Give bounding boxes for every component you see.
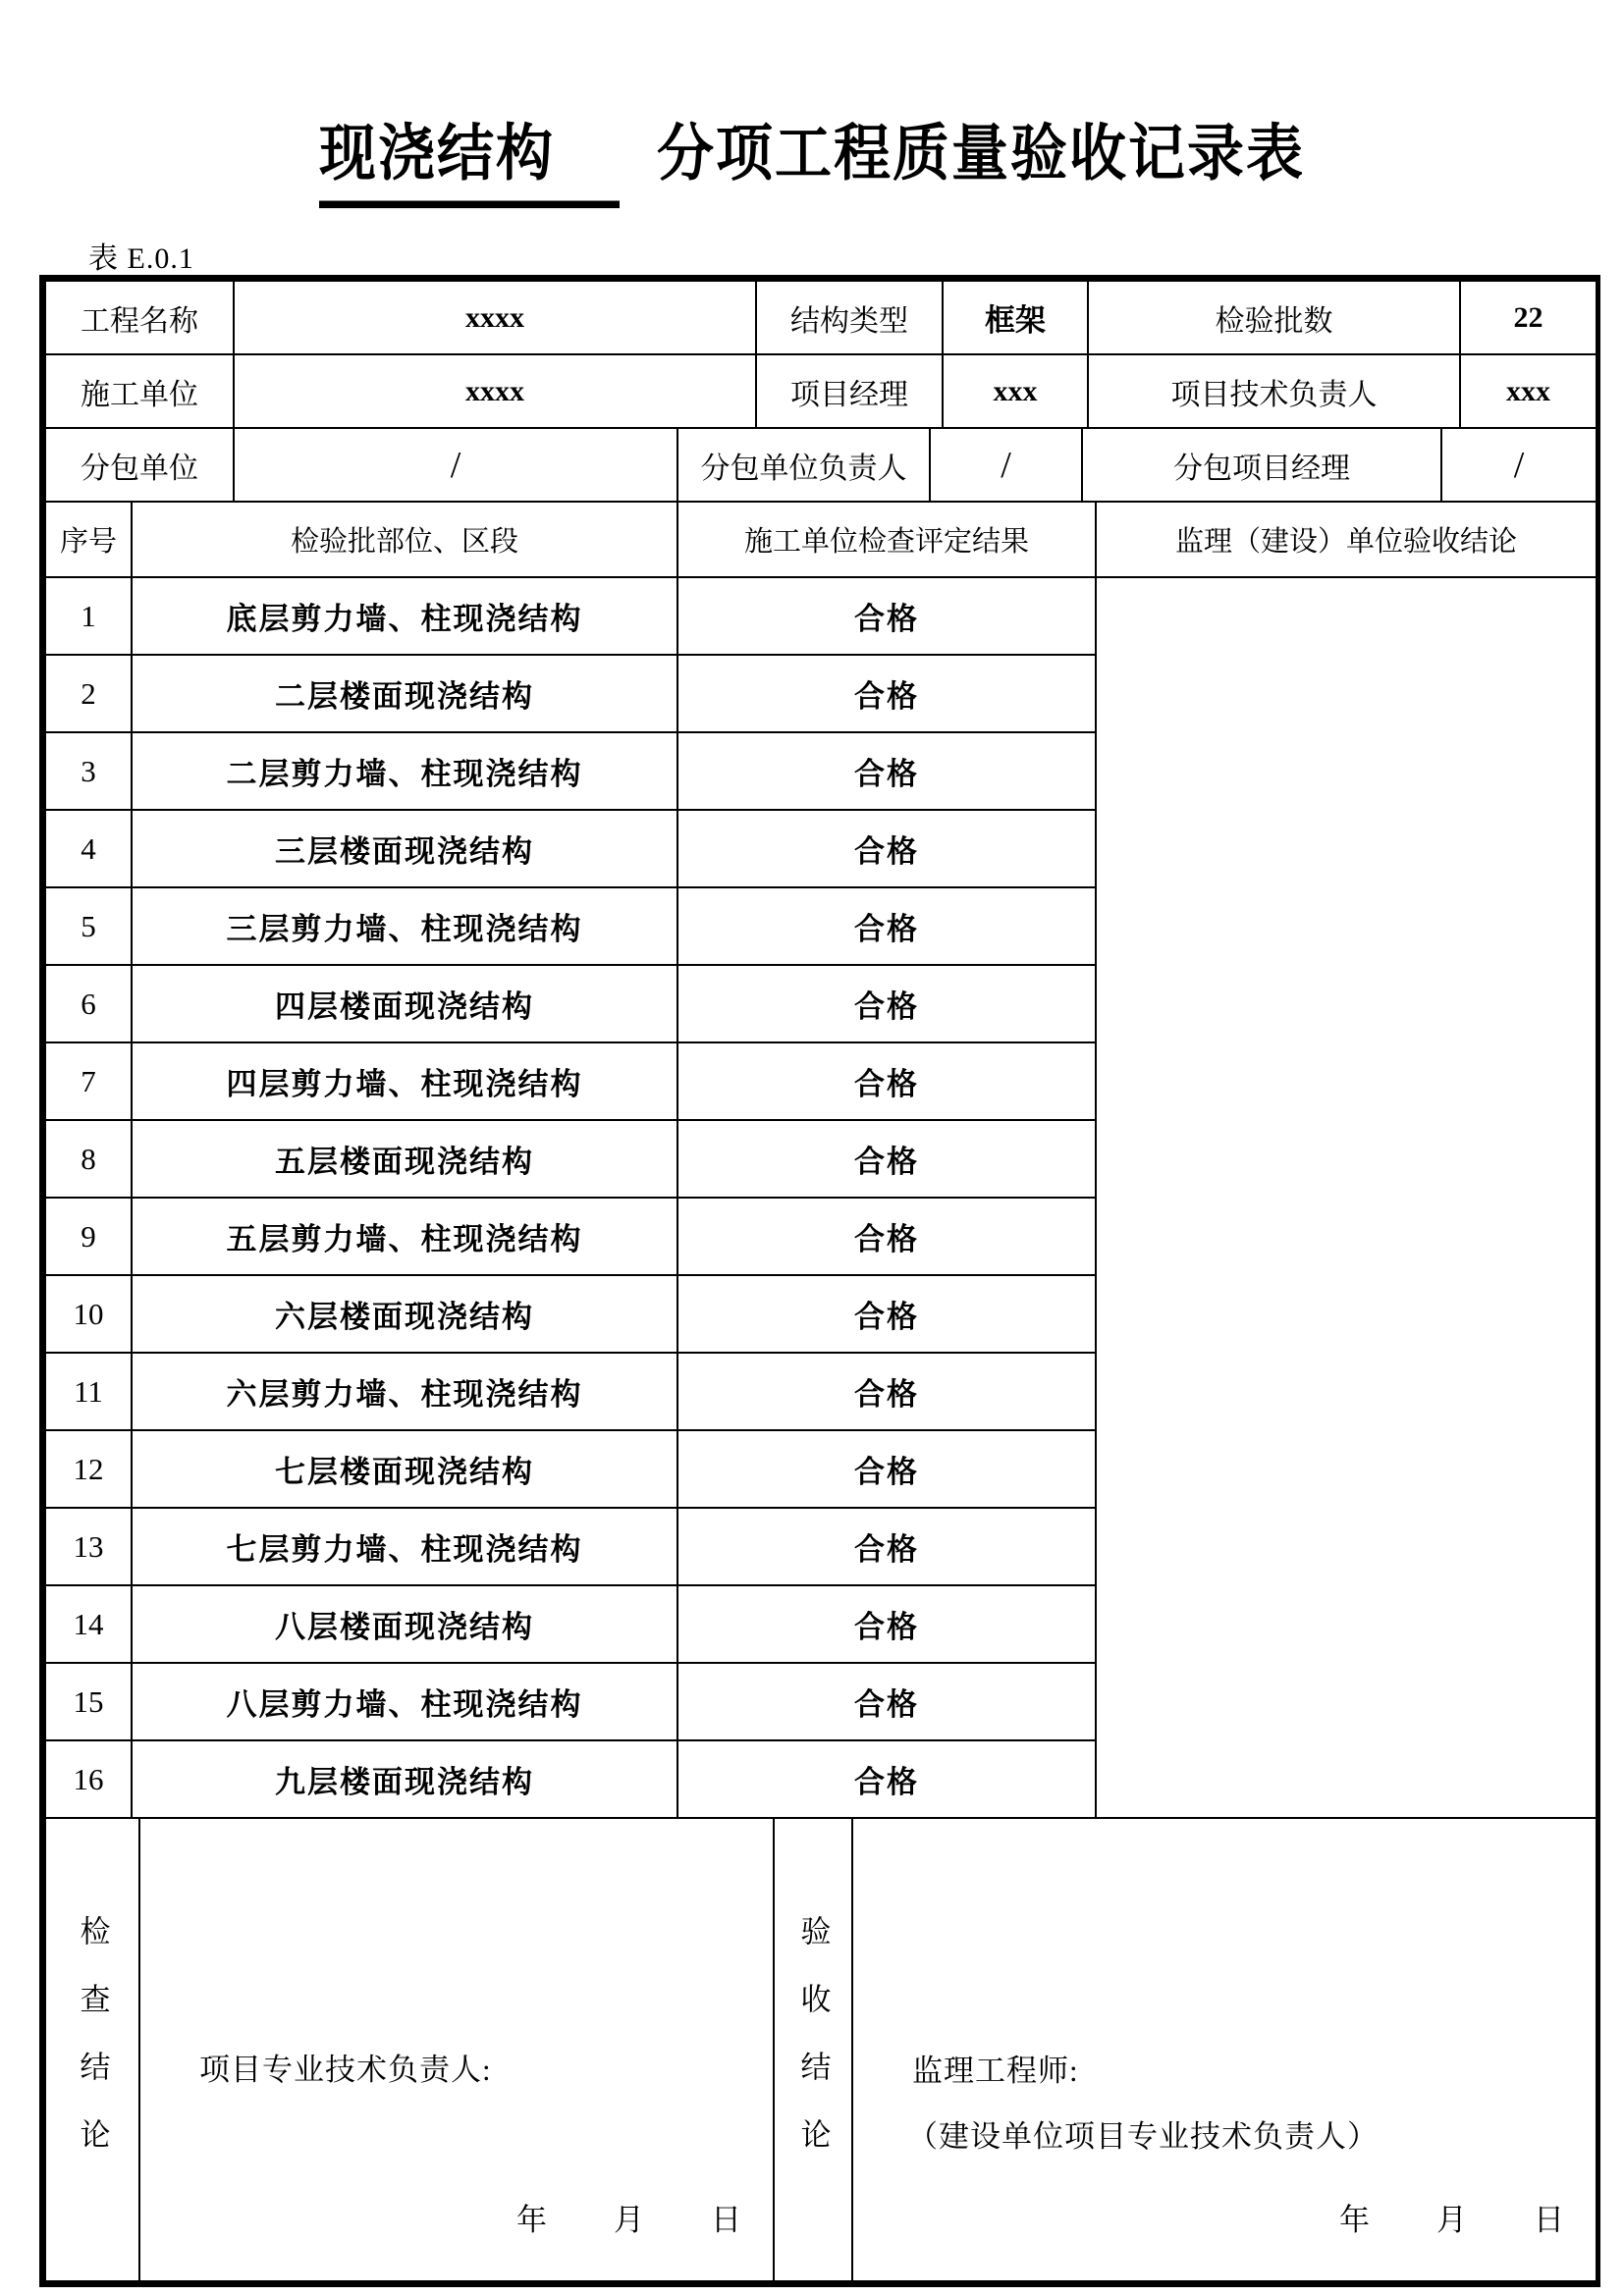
col-header-contractor-result: 施工单位检查评定结果 xyxy=(677,502,1096,577)
result-cell: 合格 xyxy=(677,655,1096,732)
result-cell: 合格 xyxy=(677,1585,1096,1663)
batch-list-table xyxy=(44,501,1597,1819)
result-cell: 合格 xyxy=(677,1430,1096,1508)
structure-type-label: 结构类型 xyxy=(756,281,943,354)
row-number-cell: 10 xyxy=(45,1275,132,1353)
project-name-label: 工程名称 xyxy=(45,281,234,354)
col-header-supervisor-conclusion: 监理（建设）单位验收结论 xyxy=(1096,502,1597,577)
row-number-cell: 9 xyxy=(45,1198,132,1275)
location-cell: 二层楼面现浇结构 xyxy=(132,655,677,732)
info-table-subcontract xyxy=(44,427,1597,503)
list-header-row xyxy=(45,502,1597,577)
subcontractor-label: 分包单位 xyxy=(45,428,234,502)
result-cell: 合格 xyxy=(677,1120,1096,1198)
accept-date-line: 年 月 日 xyxy=(1339,2203,1566,2237)
conclusion-row xyxy=(45,1818,1597,2281)
location-cell: 三层楼面现浇结构 xyxy=(132,810,677,887)
accept-signer-note: （建设单位项目专业技术负责人） xyxy=(907,2119,1379,2154)
location-cell: 底层剪力墙、柱现浇结构 xyxy=(132,577,677,655)
row-number-cell: 8 xyxy=(45,1120,132,1198)
batch-count-value: 22 xyxy=(1460,281,1597,354)
tech-director-label: 项目技术负责人 xyxy=(1088,354,1460,428)
row-number-cell: 7 xyxy=(45,1042,132,1120)
location-cell: 九层楼面现浇结构 xyxy=(132,1740,677,1818)
location-cell: 四层楼面现浇结构 xyxy=(132,965,677,1042)
table-row xyxy=(45,577,1597,655)
location-cell: 七层楼面现浇结构 xyxy=(132,1430,677,1508)
row-number-cell: 11 xyxy=(45,1353,132,1430)
conclusion-table xyxy=(44,1817,1597,2282)
page-title xyxy=(0,119,1624,188)
title-rest-part: 分项工程质量验收记录表 xyxy=(657,119,1306,188)
col-header-location: 检验批部位、区段 xyxy=(132,502,677,577)
result-cell: 合格 xyxy=(677,965,1096,1042)
project-manager-value: xxx xyxy=(943,354,1088,428)
result-cell: 合格 xyxy=(677,1663,1096,1740)
subcontract-pm-value: / xyxy=(1441,428,1597,502)
row-number-cell: 4 xyxy=(45,810,132,887)
subcontractor-head-value: / xyxy=(930,428,1082,502)
location-cell: 三层剪力墙、柱现浇结构 xyxy=(132,887,677,965)
result-cell: 合格 xyxy=(677,810,1096,887)
subcontractor-value: / xyxy=(234,428,677,502)
project-name-value: xxxx xyxy=(234,281,756,354)
record-table xyxy=(39,275,1600,2287)
result-cell: 合格 xyxy=(677,577,1096,655)
result-cell: 合格 xyxy=(677,1740,1096,1818)
row-number-cell: 5 xyxy=(45,887,132,965)
supervisor-conclusion-cell xyxy=(1096,577,1597,1818)
title-underlined-part: 现浇结构 xyxy=(319,119,620,208)
result-cell: 合格 xyxy=(677,1275,1096,1353)
check-conclusion-label-cell xyxy=(45,1818,139,2281)
location-cell: 六层楼面现浇结构 xyxy=(132,1275,677,1353)
info-row-project xyxy=(45,281,1597,354)
batch-count-label: 检验批数 xyxy=(1088,281,1460,354)
row-number-cell: 1 xyxy=(45,577,132,655)
check-conclusion-label: 检查结论 xyxy=(75,1915,110,2186)
result-cell: 合格 xyxy=(677,1508,1096,1585)
accept-conclusion-label-cell xyxy=(774,1818,852,2281)
info-row-subcontractor xyxy=(45,428,1597,502)
result-cell: 合格 xyxy=(677,1042,1096,1120)
info-row-contractor xyxy=(45,354,1597,428)
location-cell: 八层楼面现浇结构 xyxy=(132,1585,677,1663)
result-cell: 合格 xyxy=(677,887,1096,965)
structure-type-value: 框架 xyxy=(943,281,1088,354)
check-date-line: 年 月 日 xyxy=(516,2203,743,2237)
result-cell: 合格 xyxy=(677,1198,1096,1275)
row-number-cell: 16 xyxy=(45,1740,132,1818)
location-cell: 四层剪力墙、柱现浇结构 xyxy=(132,1042,677,1120)
location-cell: 八层剪力墙、柱现浇结构 xyxy=(132,1663,677,1740)
contractor-label: 施工单位 xyxy=(45,354,234,428)
result-cell: 合格 xyxy=(677,1353,1096,1430)
row-number-cell: 14 xyxy=(45,1585,132,1663)
location-cell: 七层剪力墙、柱现浇结构 xyxy=(132,1508,677,1585)
accept-signer-label: 监理工程师: xyxy=(912,2054,1079,2088)
table-code-label: 表 E.0.1 xyxy=(88,242,194,275)
row-number-cell: 12 xyxy=(45,1430,132,1508)
check-conclusion-cell xyxy=(139,1818,774,2281)
row-number-cell: 13 xyxy=(45,1508,132,1585)
location-cell: 六层剪力墙、柱现浇结构 xyxy=(132,1353,677,1430)
row-number-cell: 6 xyxy=(45,965,132,1042)
row-number-cell: 3 xyxy=(45,732,132,810)
location-cell: 五层楼面现浇结构 xyxy=(132,1120,677,1198)
check-signer-label: 项目专业技术负责人: xyxy=(199,2053,492,2087)
row-number-cell: 15 xyxy=(45,1663,132,1740)
project-manager-label: 项目经理 xyxy=(756,354,943,428)
row-number-cell: 2 xyxy=(45,655,132,732)
contractor-value: xxxx xyxy=(234,354,756,428)
tech-director-value: xxx xyxy=(1460,354,1597,428)
info-table-top xyxy=(44,280,1597,429)
location-cell: 五层剪力墙、柱现浇结构 xyxy=(132,1198,677,1275)
subcontractor-head-label: 分包单位负责人 xyxy=(677,428,930,502)
col-header-index: 序号 xyxy=(45,502,132,577)
location-cell: 二层剪力墙、柱现浇结构 xyxy=(132,732,677,810)
accept-conclusion-label: 验收结论 xyxy=(795,1915,831,2186)
accept-conclusion-cell xyxy=(852,1818,1597,2281)
result-cell: 合格 xyxy=(677,732,1096,810)
subcontract-pm-label: 分包项目经理 xyxy=(1082,428,1441,502)
